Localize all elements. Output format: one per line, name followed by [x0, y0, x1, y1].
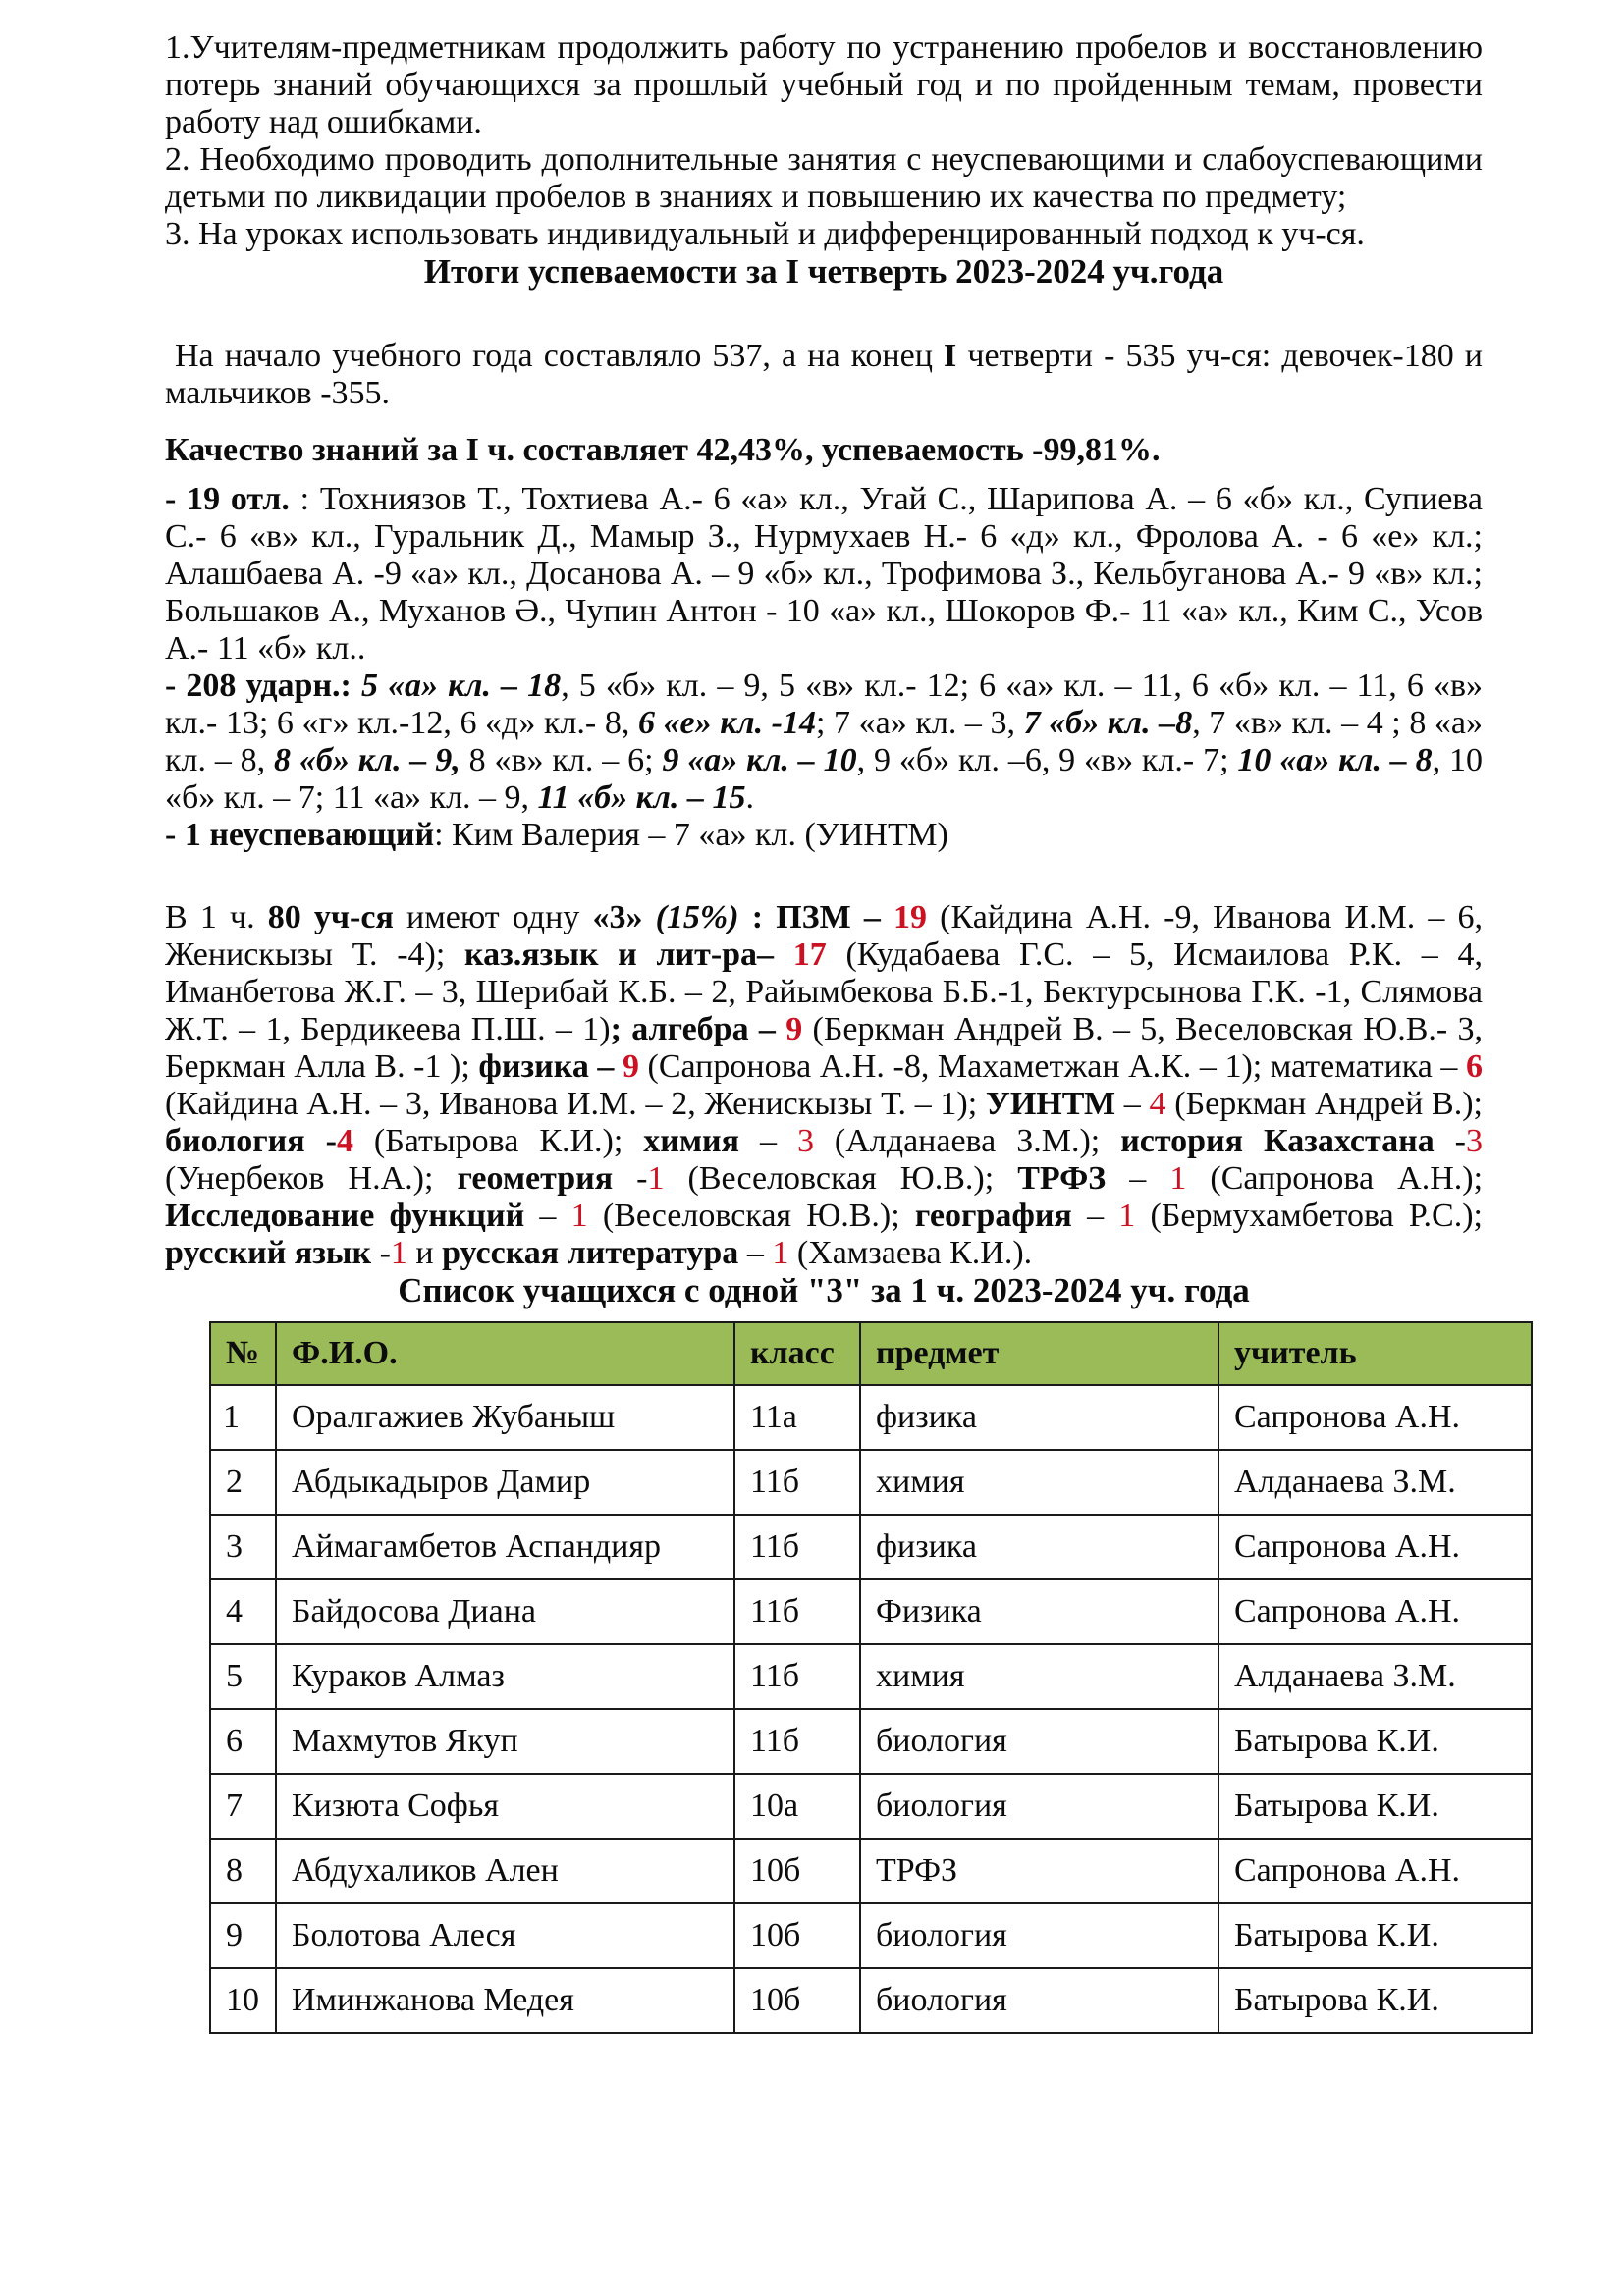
text-segment: , 9 «б» кл. –6, 9 «в» кл.- 7;: [856, 742, 1238, 778]
cell-fio: Иминжанова Медея: [276, 1968, 734, 2033]
cell-teacher: Батырова К.И.: [1218, 1968, 1532, 2033]
cell-subject: биология: [860, 1968, 1218, 2033]
cell-fio: Махмутов Якуп: [276, 1709, 734, 1774]
cell-fio: Кизюта Софья: [276, 1774, 734, 1839]
cell-subject: биология: [860, 1903, 1218, 1968]
cell-teacher: Батырова К.И.: [1218, 1903, 1532, 1968]
cell-fio: Абдыкадыров Дамир: [276, 1450, 734, 1515]
text-segment: УИНТМ: [985, 1086, 1116, 1122]
table-header-row: [210, 1322, 1532, 1385]
table-row: [210, 1644, 1532, 1709]
cell-teacher: Алданаева З.М.: [1218, 1644, 1532, 1709]
cell-fio: Байдосова Диана: [276, 1579, 734, 1644]
text-segment: 9 «а» кл. – 10: [662, 742, 857, 778]
text-segment: биология -: [165, 1123, 337, 1159]
results-heading: Итоги успеваемости за I четверть 2023-2024 уч.года: [423, 252, 1224, 291]
text-segment: , 10 «б» кл. – 7; 11 «а» кл. – 9,: [165, 742, 1484, 816]
col-header-class: класс: [734, 1322, 860, 1385]
text-segment: ; 7 «а» кл. – 3,: [816, 705, 1024, 741]
text-segment: -: [613, 1160, 648, 1197]
single-three-paragraph: [165, 899, 1483, 1272]
cell-class: 11б: [734, 1644, 860, 1709]
cell-num: 2: [210, 1450, 276, 1515]
text-segment: (Хамзаева К.И.).: [788, 1235, 1033, 1271]
cell-subject: ТРФЗ: [860, 1839, 1218, 1903]
text-segment: (Беркман Андрей В.);: [1165, 1086, 1484, 1122]
col-header-teacher: учитель: [1218, 1322, 1532, 1385]
text-segment: 11 «б» кл. – 15: [537, 779, 746, 816]
text-segment: (Кудабаева Г.С. – 5, Исмаилова Р.К. – 4, Иманбетова Ж.Г. – 3, Шерибай К.Б. – 2, Райымбекова Б.Б.-1, Бектурсынова Г.К. -1, Слямова Ж.Т. – 1, Бердикеева П.Ш. – 1): [165, 936, 1484, 1047]
text-segment: 9: [785, 1011, 803, 1047]
text-segment: - 208 ударн.:: [165, 667, 361, 704]
text-segment: имеют одну: [393, 899, 593, 935]
text-segment: 4: [1149, 1086, 1166, 1122]
text-segment: (Батырова К.И.);: [352, 1123, 644, 1159]
failing-student-line: [165, 817, 1483, 854]
recommendations-block: [165, 29, 1483, 253]
table-row: [210, 1385, 1532, 1450]
table-row: [210, 1709, 1532, 1774]
cell-fio: Кураков Алмаз: [276, 1644, 734, 1709]
col-header-subject: предмет: [860, 1322, 1218, 1385]
good-students-paragraph: [165, 667, 1483, 817]
cell-class: 10а: [734, 1774, 860, 1839]
text-segment: «3»: [592, 899, 643, 935]
text-segment: –: [524, 1198, 571, 1234]
cell-teacher: Батырова К.И.: [1218, 1709, 1532, 1774]
cell-class: 11б: [734, 1515, 860, 1579]
text-segment: .: [745, 779, 754, 816]
cell-class: 11а: [734, 1385, 860, 1450]
text-segment: В 1 ч.: [165, 899, 268, 935]
text-segment: : Ким Валерия – 7 «а» кл. (УИНТМ): [434, 817, 948, 853]
cell-num: 1: [210, 1385, 276, 1450]
text-segment: –: [739, 1123, 797, 1159]
text-segment: и: [406, 1235, 443, 1271]
enrollment-paragraph: [165, 338, 1483, 412]
table-row: [210, 1515, 1532, 1579]
text-segment: 1: [772, 1235, 789, 1271]
cell-num: 8: [210, 1839, 276, 1903]
cell-class: 10б: [734, 1903, 860, 1968]
cell-subject: биология: [860, 1709, 1218, 1774]
text-segment: , 5 «б» кл. – 9, 5 «в» кл.- 12; 6 «а» кл. – 11, 6 «б» кл. – 11, 6 «в» кл.- 13; 6 «г» кл.-12, 6 «д» кл.- 8,: [165, 667, 1483, 741]
text-segment: (Беркман Андрей В. – 5, Веселовская Ю.В.- 3, Беркман Алла В. -1 );: [165, 1011, 1484, 1085]
text-segment: 9: [622, 1048, 639, 1085]
cell-subject: физика: [860, 1385, 1218, 1450]
cell-num: 10: [210, 1968, 276, 2033]
recommendation-item-2: 2. Необходимо проводить дополнительные занятия с неуспевающими и слабоуспевающими детьми по ликвидации пробелов в знаниях и повышению их качества по предмету;: [165, 141, 1483, 215]
cell-class: 11б: [734, 1579, 860, 1644]
text-segment: 1: [1118, 1198, 1136, 1234]
text-segment: 5 «а» кл. – 18: [360, 667, 562, 704]
text-segment: - 1 неуспевающий: [165, 817, 435, 853]
students-table-body: [210, 1385, 1532, 2033]
text-segment: –: [1071, 1198, 1119, 1234]
text-segment: (Унербеков Н.А.);: [165, 1160, 458, 1197]
cell-num: 5: [210, 1644, 276, 1709]
cell-fio: Аймагамбетов Аспандияр: [276, 1515, 734, 1579]
text-segment: (Кайдина А.Н. -9, Иванова И.М. – 6, Женискызы Т. -4);: [165, 899, 1484, 973]
students-table-header: [210, 1322, 1532, 1385]
list-heading: Список учащихся с одной "3" за 1 ч. 2023-2024 уч. года: [398, 1271, 1250, 1309]
table-row: [210, 1839, 1532, 1903]
text-segment: 6 «е» кл. -14: [637, 705, 817, 741]
text-segment: 6: [1466, 1048, 1483, 1085]
text-segment: русская литература: [442, 1235, 739, 1271]
text-segment: 8 «б» кл. – 9,: [274, 742, 460, 778]
text-segment: география: [914, 1198, 1072, 1234]
text-segment: ; алгебра –: [610, 1011, 786, 1047]
text-segment: 8 «в» кл. – 6;: [460, 742, 663, 778]
cell-subject: Физика: [860, 1579, 1218, 1644]
text-segment: I: [944, 338, 957, 374]
text-segment: (Алданаева З.М.);: [813, 1123, 1121, 1159]
text-segment: -: [371, 1235, 391, 1271]
text-segment: (Кайдина А.Н. – 3, Иванова И.М. – 2, Женискызы Т. – 1);: [165, 1086, 986, 1122]
text-segment: -: [1434, 1123, 1466, 1159]
cell-num: 6: [210, 1709, 276, 1774]
table-row: [210, 1450, 1532, 1515]
cell-class: 10б: [734, 1968, 860, 2033]
cell-num: 7: [210, 1774, 276, 1839]
text-segment: 1: [647, 1160, 665, 1197]
text-segment: 10 «а» кл. – 8: [1237, 742, 1433, 778]
text-segment: 7 «б» кл. –8: [1023, 705, 1193, 741]
cell-fio: Абдухаликов Ален: [276, 1839, 734, 1903]
col-header-num: №: [210, 1322, 276, 1385]
text-segment: Исследование функций: [165, 1198, 525, 1234]
recommendation-item-1: 1.Учителям-предметникам продолжить работу по устранению пробелов и восстановлению потерь знаний обучающихся за прошлый учебный год и по пройденным темам, провести работу над ошибками.: [165, 29, 1483, 140]
cell-teacher: Сапронова А.Н.: [1218, 1839, 1532, 1903]
cell-teacher: Алданаева З.М.: [1218, 1450, 1532, 1515]
cell-subject: физика: [860, 1515, 1218, 1579]
text-segment: четверти - 535 уч-ся: девочек-180 и мальчиков -355.: [165, 338, 1483, 411]
text-segment: история Казахстана: [1120, 1123, 1435, 1159]
text-segment: 1: [390, 1235, 407, 1271]
cell-teacher: Сапронова А.Н.: [1218, 1385, 1532, 1450]
text-segment: 19: [893, 899, 927, 935]
cell-teacher: Сапронова А.Н.: [1218, 1579, 1532, 1644]
cell-num: 4: [210, 1579, 276, 1644]
text-segment: 3: [1466, 1123, 1483, 1159]
text-segment: –: [738, 1235, 773, 1271]
table-row: [210, 1774, 1532, 1839]
text-segment: (Веселовская Ю.В.);: [587, 1198, 915, 1234]
text-segment: (Сапронова А.Н. -8, Махаметжан А.К. – 1); математика –: [638, 1048, 1466, 1085]
cell-num: 3: [210, 1515, 276, 1579]
text-segment: химия: [643, 1123, 740, 1159]
text-segment: , 7 «в» кл. – 4 ; 8 «а» кл. – 8,: [165, 705, 1484, 778]
text-segment: 1: [1169, 1160, 1187, 1197]
text-segment: –: [1115, 1086, 1150, 1122]
cell-fio: Болотова Алеся: [276, 1903, 734, 1968]
cell-subject: химия: [860, 1450, 1218, 1515]
text-segment: 80 уч-ся: [267, 899, 394, 935]
cell-teacher: Сапронова А.Н.: [1218, 1515, 1532, 1579]
cell-num: 9: [210, 1903, 276, 1968]
cell-teacher: Батырова К.И.: [1218, 1774, 1532, 1839]
cell-fio: Оралгажиев Жубаныш: [276, 1385, 734, 1450]
text-segment: геометрия: [457, 1160, 614, 1197]
table-row: [210, 1903, 1532, 1968]
text-segment: 1: [570, 1198, 588, 1234]
text-segment: - 19 отл.: [165, 481, 300, 517]
text-segment: [739, 899, 752, 935]
table-row: [210, 1968, 1532, 2033]
text-segment: (Веселовская Ю.В.);: [664, 1160, 1018, 1197]
text-segment: каз.язык и лит-ра–: [464, 936, 793, 973]
table-row: [210, 1579, 1532, 1644]
text-segment: (15%): [655, 899, 739, 935]
text-segment: : Тохниязов Т., Тохтиева А.- 6 «а» кл., Угай С., Шарипова А. – 6 «б» кл., Супиева С.- 6 «в» кл., Гуральник Д., Мамыр З., Нурмухаев Н.- 6 «д» кл., Фролова А. - 6 «е» кл.; Алашбаева А. -9 «а» кл., Досанова А. – 9 «б» кл., Трофимова З., Кельбуганова А.- 9 «в» кл.; Большаков А., Муханов Ә., Чупин Антон - 10 «а» кл., Шокоров Ф.- 11 «а» кл., Ким С., Усов А.- 11 «б» кл..: [165, 481, 1483, 667]
text-segment: : ПЗМ –: [751, 899, 893, 935]
col-header-fio: Ф.И.О.: [276, 1322, 734, 1385]
cell-class: 11б: [734, 1450, 860, 1515]
text-segment: ТРФЗ: [1017, 1160, 1107, 1197]
text-segment: 4: [336, 1123, 353, 1159]
cell-class: 11б: [734, 1709, 860, 1774]
cell-subject: биология: [860, 1774, 1218, 1839]
excellent-students-paragraph: [165, 481, 1483, 667]
text-segment: –: [1106, 1160, 1170, 1197]
cell-subject: химия: [860, 1644, 1218, 1709]
recommendation-item-3: 3. На уроках использовать индивидуальный и дифференцированный подход к уч-ся.: [165, 216, 1365, 252]
text-segment: (Бермухамбетова Р.С.);: [1135, 1198, 1483, 1234]
text-segment: 17: [792, 936, 827, 973]
quality-line: Качество знаний за I ч. составляет 42,43%, успеваемость -99,81%.: [165, 432, 1161, 468]
students-table: [209, 1321, 1533, 2034]
text-segment: русский язык: [165, 1235, 372, 1271]
text-segment: На начало учебного года составляло 537, а на конец: [175, 338, 945, 374]
text-segment: [642, 899, 655, 935]
cell-class: 10б: [734, 1839, 860, 1903]
text-segment: физика –: [478, 1048, 623, 1085]
text-segment: 3: [796, 1123, 814, 1159]
text-segment: (Сапронова А.Н.);: [1186, 1160, 1484, 1197]
